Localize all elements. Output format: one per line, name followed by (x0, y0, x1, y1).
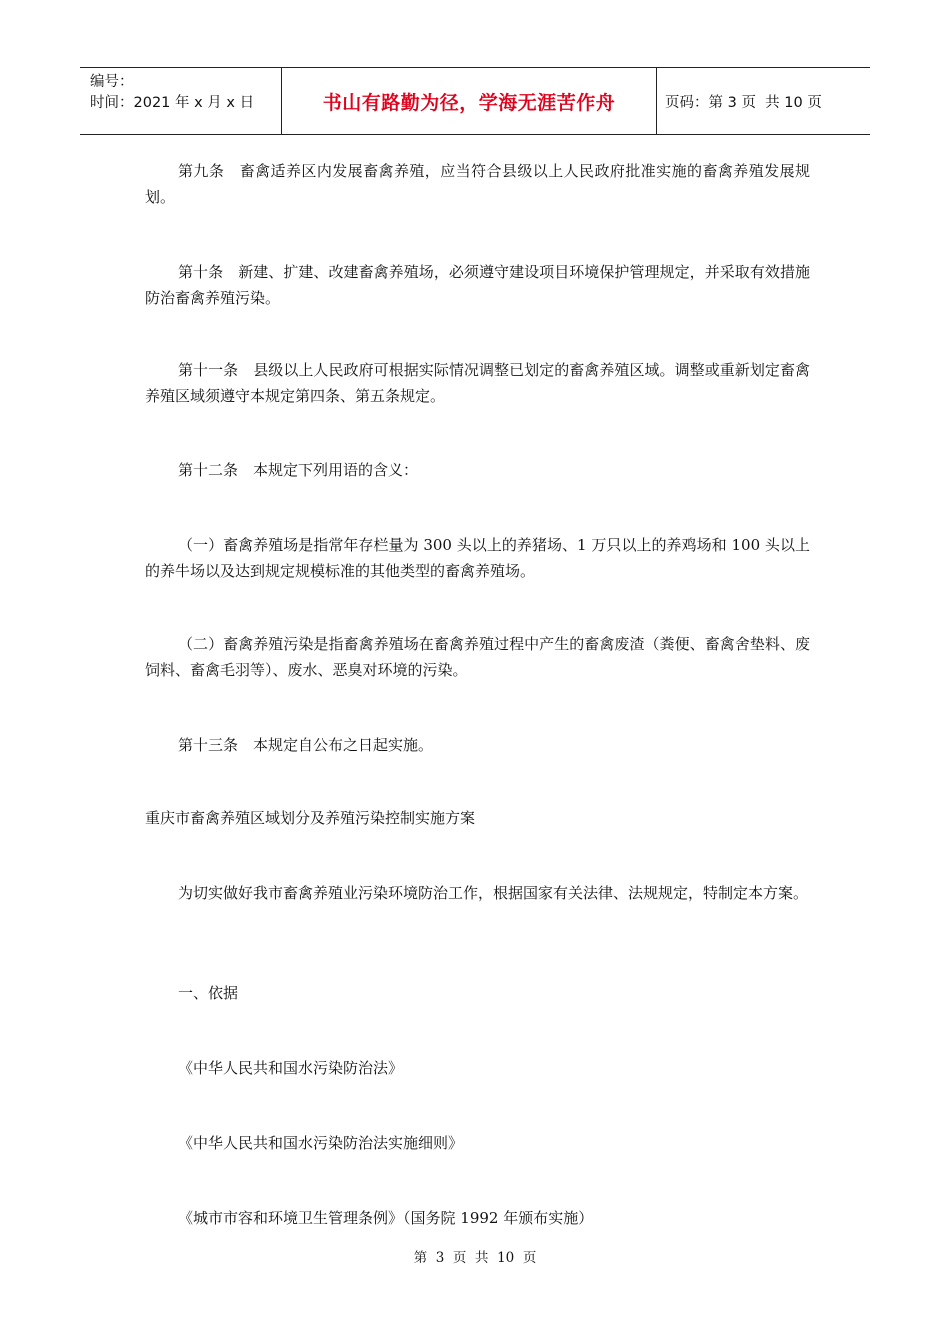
article-12: 第十二条 本规定下列用语的含义： (178, 461, 419, 479)
page-footer (0, 1246, 950, 1266)
definition-1: （一）畜禽养殖场是指常年存栏量为 300 头以上的养猪场、1 万只以上的养鸡场和 100 头以上的养牛场以及达到规定规模标准的其他类型的畜禽养殖场。 (145, 536, 810, 580)
header-motto-cell (282, 68, 657, 134)
header-motto: 书山有路勤为径，学海无涯苦作舟 (322, 91, 616, 114)
header-meta-cell (80, 68, 282, 134)
document-date-label: 时间：2021 年 x 月 x 日 (90, 95, 255, 111)
plan-title: 重庆市畜禽养殖区域划分及养殖污染控制实施方案 (145, 809, 476, 827)
footer-page-number: 第 3 页 共 10 页 (413, 1250, 537, 1266)
document-number-label: 编号： (90, 74, 134, 90)
law-reference-2: 《中华人民共和国水污染防治法实施细则》 (178, 1134, 464, 1152)
plan-intro: 为切实做好我市畜禽养殖业污染环境防治工作，根据国家有关法律、法规规定，特制定本方案。 (178, 884, 809, 902)
law-reference-3: 《城市市容和环境卫生管理条例》（国务院 1992 年颁布实施） (178, 1209, 594, 1227)
article-10: 第十条 新建、扩建、改建畜禽养殖场，必须遵守建设项目环境保护管理规定，并采取有效措施防治畜禽养殖污染。 (145, 263, 810, 307)
section-basis-heading: 一、依据 (178, 984, 239, 1002)
article-11: 第十一条 县级以上人民政府可根据实际情况调整已划定的畜禽养殖区域。调整或重新划定畜禽养殖区域须遵守本规定第四条、第五条规定。 (145, 361, 810, 405)
header-page-cell (657, 68, 870, 134)
header-page-label: 页码：第 3 页 共 10 页 (665, 94, 822, 111)
law-reference-1: 《中华人民共和国水污染防治法》 (178, 1059, 404, 1077)
document-header (80, 67, 870, 135)
definition-2: （二）畜禽养殖污染是指畜禽养殖场在畜禽养殖过程中产生的畜禽废渣（粪便、畜禽舍垫料、废饲料、畜禽毛羽等）、废水、恶臭对环境的污染。 (145, 635, 810, 679)
article-9: 第九条 畜禽适养区内发展畜禽养殖，应当符合县级以上人民政府批准实施的畜禽养殖发展规划。 (145, 162, 810, 206)
article-13: 第十三条 本规定自公布之日起实施。 (178, 736, 434, 754)
